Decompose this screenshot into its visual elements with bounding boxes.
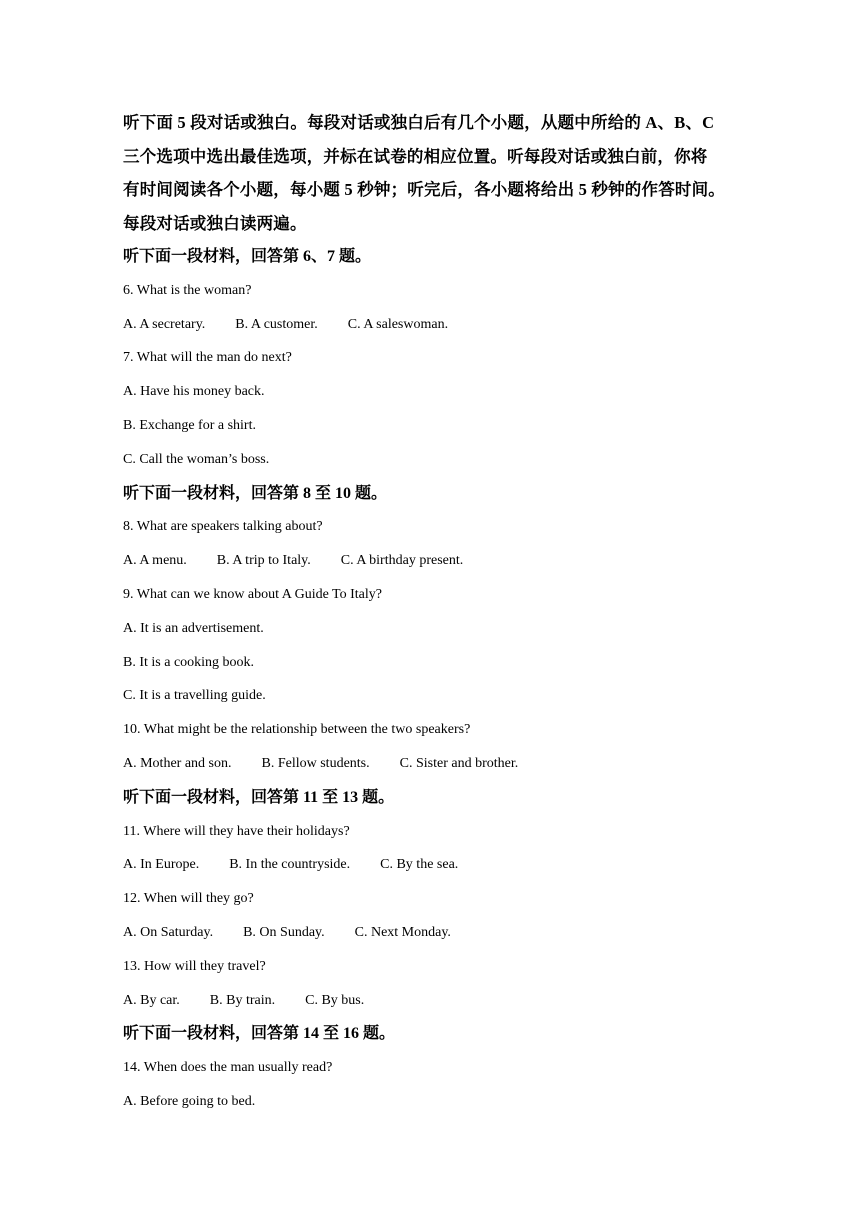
- question-text: 10. What might be the relationship between the two speakers?: [123, 722, 471, 738]
- option-line: C. It is a travelling guide.: [123, 688, 266, 704]
- question-text: 11. Where will they have their holidays?: [123, 823, 350, 839]
- option: C. Next Monday.: [354, 924, 451, 940]
- option: B. On Sunday.: [243, 924, 325, 940]
- section-header: 听下面一段材料，回答第 8 至 10 题。: [123, 484, 388, 502]
- question-options: [123, 308, 743, 342]
- question-options: [123, 916, 743, 950]
- option: C. By bus.: [305, 992, 365, 1008]
- section-header: 听下面一段材料，回答第 11 至 13 题。: [123, 788, 395, 806]
- question-options: [123, 544, 743, 578]
- question-text: 9. What can we know about A Guide To Italy?: [123, 586, 382, 602]
- question-text: 13. How will they travel?: [123, 958, 266, 974]
- option: C. A saleswoman.: [347, 316, 449, 332]
- option: A. On Saturday.: [123, 924, 214, 940]
- section-q11-13: [123, 781, 743, 1018]
- option-line: B. It is a cooking book.: [123, 654, 255, 670]
- option: C. A birthday present.: [340, 553, 464, 569]
- option: C. By the sea.: [380, 857, 459, 873]
- section-header: 听下面一段材料，回答第 6、7 题。: [123, 248, 372, 265]
- question-text: 7. What will the man do next?: [123, 350, 292, 366]
- option-line: A. Before going to bed.: [123, 1093, 256, 1109]
- option: B. A trip to Italy.: [216, 553, 311, 569]
- option: B. In the countryside.: [229, 857, 351, 873]
- option: B. A customer.: [235, 316, 318, 332]
- question-text: 12. When will they go?: [123, 891, 254, 907]
- option-line: A. It is an advertisement.: [123, 620, 264, 636]
- option: A. In Europe.: [123, 857, 200, 873]
- option: A. Mother and son.: [123, 755, 232, 771]
- question-text: 8. What are speakers talking about?: [123, 519, 323, 535]
- instruction-line: 每段对话或独白读两遍。: [123, 213, 307, 233]
- question-options: [123, 747, 743, 781]
- option: A. A menu.: [123, 553, 187, 569]
- section-q8-10: [123, 477, 743, 781]
- option: C. Sister and brother.: [399, 755, 519, 771]
- section-header: 听下面一段材料，回答第 14 至 16 题。: [123, 1025, 396, 1043]
- option-line: B. Exchange for a shirt.: [123, 417, 256, 433]
- question-text: 14. When does the man usually read?: [123, 1060, 333, 1076]
- option-line: C. Call the woman’s boss.: [123, 451, 270, 467]
- instruction-line: 有时间阅读各个小题，每小题 5 秒钟；听完后，各小题将给出 5 秒钟的作答时间。: [123, 180, 725, 199]
- option-line: A. Have his money back.: [123, 384, 265, 400]
- question-text: 6. What is the woman?: [123, 282, 252, 298]
- option: B. By train.: [209, 992, 276, 1008]
- instructions: [123, 106, 743, 240]
- option: B. Fellow students.: [261, 755, 370, 771]
- question-options: [123, 984, 743, 1018]
- option: A. A secretary.: [123, 316, 206, 332]
- exam-page: [123, 106, 743, 1119]
- instruction-line: 听下面 5 段对话或独白。每段对话或独白后有几个小题，从题中所给的 A、B、C: [123, 113, 715, 132]
- option: A. By car.: [123, 992, 180, 1008]
- section-q6-7: [123, 240, 743, 477]
- instruction-line: 三个选项中选出最佳选项，并标在试卷的相应位置。听每段对话或独白前，你将: [123, 146, 708, 166]
- section-q14-16: [123, 1017, 743, 1118]
- question-options: [123, 848, 743, 882]
